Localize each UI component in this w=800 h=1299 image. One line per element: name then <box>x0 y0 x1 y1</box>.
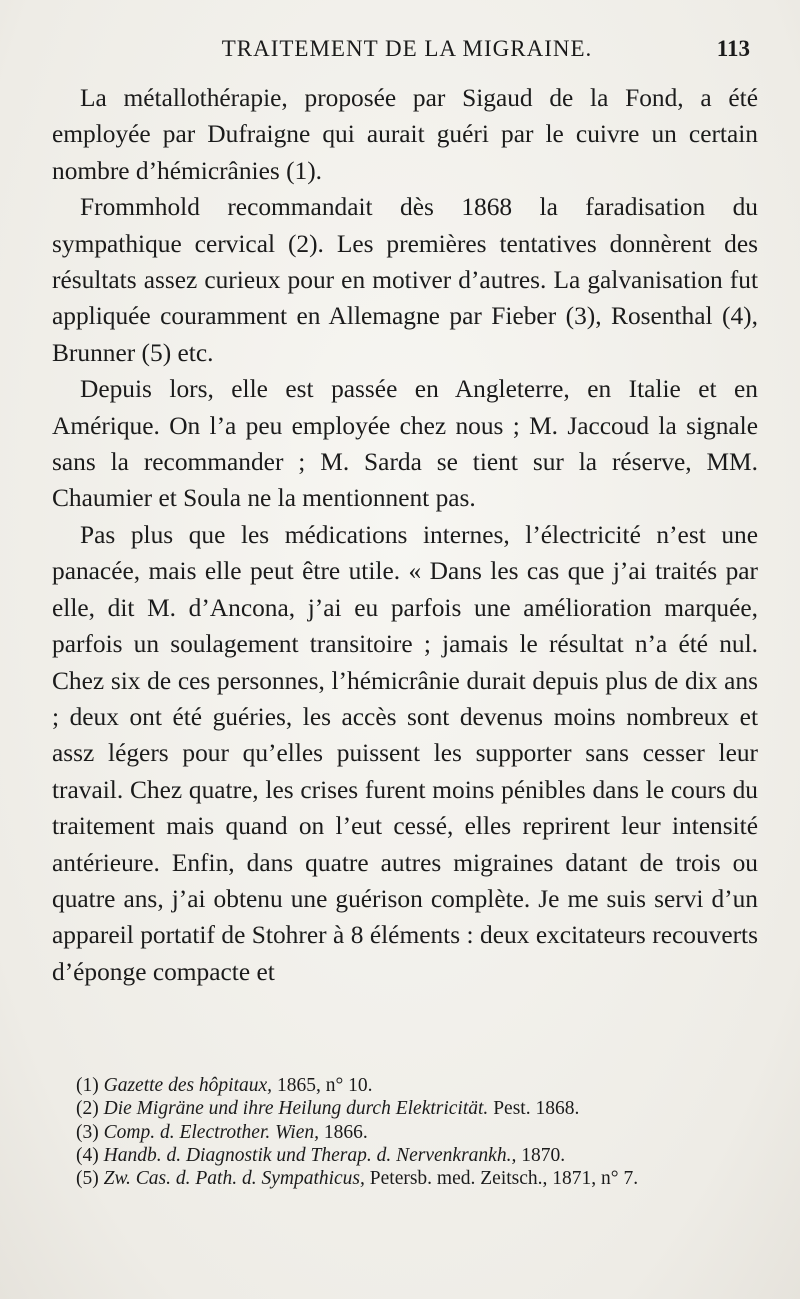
footnote <box>52 1121 760 1144</box>
footnote-detail: 1865, n° 10. <box>272 1075 373 1096</box>
footnote-number: (3) <box>76 1121 99 1143</box>
footnote-title: Zw. Cas. d. Path. d. Sympathicus, <box>103 1168 365 1190</box>
footnote <box>52 1074 760 1097</box>
footnote-detail: 1870. <box>516 1144 566 1166</box>
running-title: TRAITEMENT DE LA MIGRAINE. <box>221 36 593 61</box>
footnote-detail: Pest. 1868. <box>488 1098 580 1120</box>
footnote-number: (1) <box>76 1075 99 1096</box>
page-number: 113 <box>716 36 750 61</box>
footnote-title: Handb. d. Diagnostik und Therap. d. Nervenkrankh., <box>103 1144 517 1166</box>
footnote-title: Gazette des hôpitaux, <box>103 1075 273 1096</box>
footnote <box>52 1097 760 1120</box>
body-text <box>52 80 758 990</box>
footnote-title: Die Migräne und ihre Heilung durch Elektricität. <box>103 1098 489 1120</box>
footnote <box>52 1144 760 1167</box>
footnote-number: (2) <box>76 1098 99 1120</box>
paragraph: Pas plus que les médications internes, l’électricité n’est une panacée, mais elle peut être utile. « Dans les cas que j’ai traités par elle, dit M. d’Ancona, j’ai eu parfois une amélioration marquée, parfois un soulagement transitoire ; jamais le résultat n’a été nul. Chez six de ces personnes, l’hémicrânie durait depuis plus de dix ans ; deux ont été guéries, les accès sont devenus moins nombreux et assz légers pour qu’elles puissent les supporter sans cesser leur travail. Chez quatre, les crises furent moins pénibles dans le cours du traitement mais quand on l’eut cessé, elles reprirent leur intensité antérieure. Enfin, dans quatre autres migraines datant de trois ou quatre ans, j’ai obtenu une guérison complète. Je me suis servi d’un appareil portatif de Stohrer à 8 éléments : deux excitateurs recouverts d’éponge compacte et <box>52 520 758 986</box>
page-header <box>54 36 760 70</box>
footnote-detail: Petersb. med. Zeitsch., 1871, n° 7. <box>364 1168 639 1190</box>
footnotes <box>52 1074 760 1190</box>
footnote-title: Comp. d. Electrother. Wien, <box>103 1121 320 1143</box>
paragraph: Depuis lors, elle est passée en Angleterre, en Italie et en Amérique. On l’a peu employée chez nous ; M. Jaccoud la signale sans la recommander ; M. Sarda se tient sur la réserve, MM. Chaumier et Soula ne la mentionnent pas. <box>52 375 758 513</box>
paragraph: La métallothérapie, proposée par Sigaud de la Fond, a été employée par Dufraigne qui aurait guéri par le cuivre un certain nombre d’hémicrânies (1). <box>52 84 758 185</box>
footnote-detail: 1866. <box>319 1121 368 1143</box>
footnote <box>52 1167 760 1190</box>
footnote-number: (5) <box>76 1168 99 1190</box>
paragraph: Frommhold recommandait dès 1868 la faradisation du sympathique cervical (2). Les premières tentatives donnèrent des résultats assez curieux pour en motiver d’autres. La galvanisation fut appliquée couramment en Allemagne par Fieber (3), Rosenthal (4), Brunner (5) etc. <box>52 193 758 367</box>
footnote-number: (4) <box>76 1144 99 1166</box>
